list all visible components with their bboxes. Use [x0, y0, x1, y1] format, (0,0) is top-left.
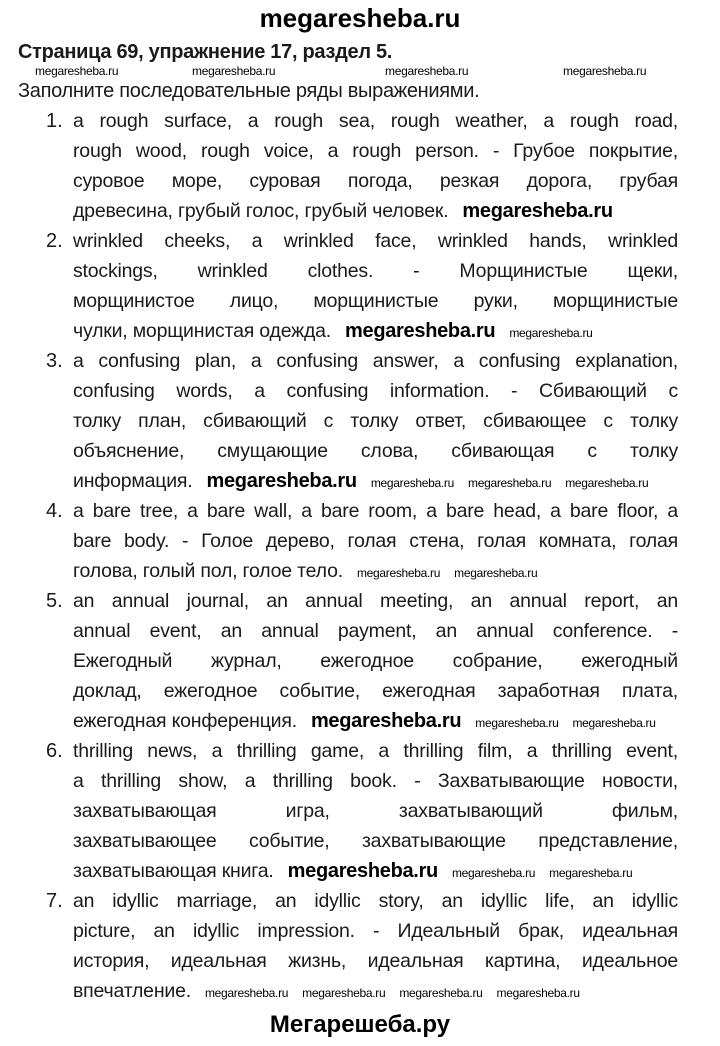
item-text-line: [73, 496, 678, 526]
watermark-row: [0, 64, 720, 78]
watermark: megaresheba.ru: [345, 320, 496, 342]
site-header-logo: megaresheba.ru: [259, 3, 461, 33]
item-text-line: [73, 526, 678, 556]
item-number: 2.: [46, 230, 63, 252]
item-text-line: [73, 766, 678, 796]
watermark: megaresheba.ru: [454, 566, 538, 580]
watermark: megaresheba.ru: [549, 866, 633, 880]
item-text: thrilling news, a thrilling game, a thrilling film, a thrilling event,: [73, 740, 678, 762]
item-text-line: [73, 616, 678, 646]
watermark: megaresheba.ru: [509, 326, 593, 340]
item-text-line: [73, 406, 678, 436]
item-text: a confusing plan, a confusing answer, a confusing explanation,: [73, 350, 678, 372]
watermark: megaresheba.ru: [572, 716, 656, 730]
item-text: доклад, ежегодное событие, ежегодная заработная плата,: [73, 680, 678, 702]
item-text: объяснение, смущающие слова, сбивающая с толку: [73, 440, 678, 462]
item-text-line: [73, 316, 678, 346]
item-text-line: [73, 286, 678, 316]
item-text: захватывающая игра, захватывающий фильм,: [73, 800, 678, 822]
item-text-line: [73, 856, 678, 886]
watermark: megaresheba.ru: [385, 64, 469, 78]
watermark: megaresheba.ru: [565, 476, 649, 490]
watermark: megaresheba.ru: [399, 986, 483, 1000]
item-text-line: [73, 436, 678, 466]
item-number: 3.: [46, 350, 63, 372]
item-text: a bare tree, a bare wall, a bare room, a bare head, a bare floor, a: [73, 500, 678, 522]
item-text-line: [73, 556, 678, 586]
item-text: stockings, wrinkled clothes. - Морщинистые щеки,: [73, 260, 678, 282]
list-item: [0, 496, 678, 586]
item-text-line: [73, 826, 678, 856]
item-text-line: [73, 466, 678, 496]
item-text-line: [73, 736, 678, 766]
item-text-line: [73, 646, 678, 676]
watermark: megaresheba.ru: [563, 64, 647, 78]
watermark: megaresheba.ru: [204, 986, 289, 1000]
item-text: захватывающее событие, захватывающие представление,: [73, 830, 678, 852]
item-text: суровое море, суровая погода, резкая дорога, грубая: [73, 170, 678, 192]
item-text: confusing words, a confusing information. - Сбивающий с: [73, 380, 678, 402]
list-item: [0, 586, 678, 736]
watermark: megaresheba.ru: [370, 476, 454, 490]
watermark: megaresheba.ru: [356, 566, 441, 580]
watermark: megaresheba.ru: [475, 716, 559, 730]
task-instruction: Заполните последовательные ряды выражениями.: [18, 80, 480, 102]
item-number: 7.: [46, 890, 63, 912]
item-number: 6.: [46, 740, 63, 762]
item-text-line: [73, 346, 678, 376]
item-text: голова, голый пол, голое тело.: [73, 560, 343, 582]
watermark: megaresheba.ru: [451, 866, 536, 880]
item-text: древесина, грубый голос, грубый человек.: [73, 200, 449, 222]
list-item: [0, 736, 678, 886]
item-text: толку план, сбивающий с толку ответ, сбивающее с толку: [73, 410, 678, 432]
item-number: 4.: [46, 500, 63, 522]
item-text-line: [73, 196, 678, 226]
item-text: an idyllic marriage, an idyllic story, an idyllic life, an idyllic: [73, 890, 678, 912]
item-text: Ежегодный журнал, ежегодное собрание, ежегодный: [73, 650, 678, 672]
item-text-line: [73, 976, 678, 1006]
item-text: история, идеальная жизнь, идеальная картина, идеальное: [73, 950, 678, 972]
watermark: megaresheba.ru: [496, 986, 580, 1000]
item-text-line: [73, 946, 678, 976]
item-text-line: [73, 106, 678, 136]
item-text-line: [73, 136, 678, 166]
item-text: picture, an idyllic impression. - Идеальный брак, идеальная: [73, 920, 678, 942]
item-text-line: [73, 226, 678, 256]
item-text: впечатление.: [73, 980, 191, 1002]
item-text: annual event, an annual payment, an annual conference. -: [73, 620, 678, 642]
watermark: megaresheba.ru: [468, 476, 552, 490]
item-text-line: [73, 376, 678, 406]
watermark: megaresheba.ru: [192, 64, 276, 78]
watermark: megaresheba.ru: [287, 860, 438, 882]
page-title: Страница 69, упражнение 17, раздел 5.: [18, 41, 393, 63]
item-text-line: [73, 676, 678, 706]
list-item: [0, 106, 678, 226]
watermark: megaresheba.ru: [302, 986, 386, 1000]
item-text-line: [73, 586, 678, 616]
item-number: 5.: [46, 590, 63, 612]
watermark: megaresheba.ru: [35, 64, 119, 78]
watermark: megaresheba.ru: [310, 710, 462, 732]
site-footer-logo: Мегарешеба.ру: [269, 1011, 451, 1038]
item-text-line: [73, 256, 678, 286]
item-text-line: [73, 916, 678, 946]
list-item: [0, 886, 678, 1006]
item-text: захватывающая книга.: [73, 860, 274, 882]
item-text: информация.: [73, 470, 193, 492]
item-text: a rough surface, a rough sea, rough weather, a rough road,: [73, 110, 678, 132]
item-text-line: [73, 706, 678, 736]
item-text-line: [73, 886, 678, 916]
item-text: a thrilling show, a thrilling book. - Захватывающие новости,: [73, 770, 678, 792]
item-text: морщинистое лицо, морщинистые руки, морщинистые: [73, 290, 678, 312]
item-text-line: [73, 166, 678, 196]
item-text: wrinkled cheeks, a wrinkled face, wrinkled hands, wrinkled: [73, 230, 678, 252]
item-text: bare body. - Голое дерево, голая стена, голая комната, голая: [73, 530, 678, 552]
list-item: [0, 226, 678, 346]
list-item: [0, 346, 678, 496]
item-text: rough wood, rough voice, a rough person. - Грубое покрытие,: [73, 140, 678, 162]
watermark: megaresheba.ru: [206, 470, 357, 492]
item-number: 1.: [46, 110, 63, 132]
item-text: ежегодная конференция.: [73, 710, 297, 732]
item-text: чулки, морщинистая одежда.: [73, 320, 332, 342]
item-text: an annual journal, an annual meeting, an annual report, an: [73, 590, 678, 612]
answer-list: [0, 106, 720, 1006]
item-text-line: [73, 796, 678, 826]
watermark: megaresheba.ru: [462, 200, 613, 222]
